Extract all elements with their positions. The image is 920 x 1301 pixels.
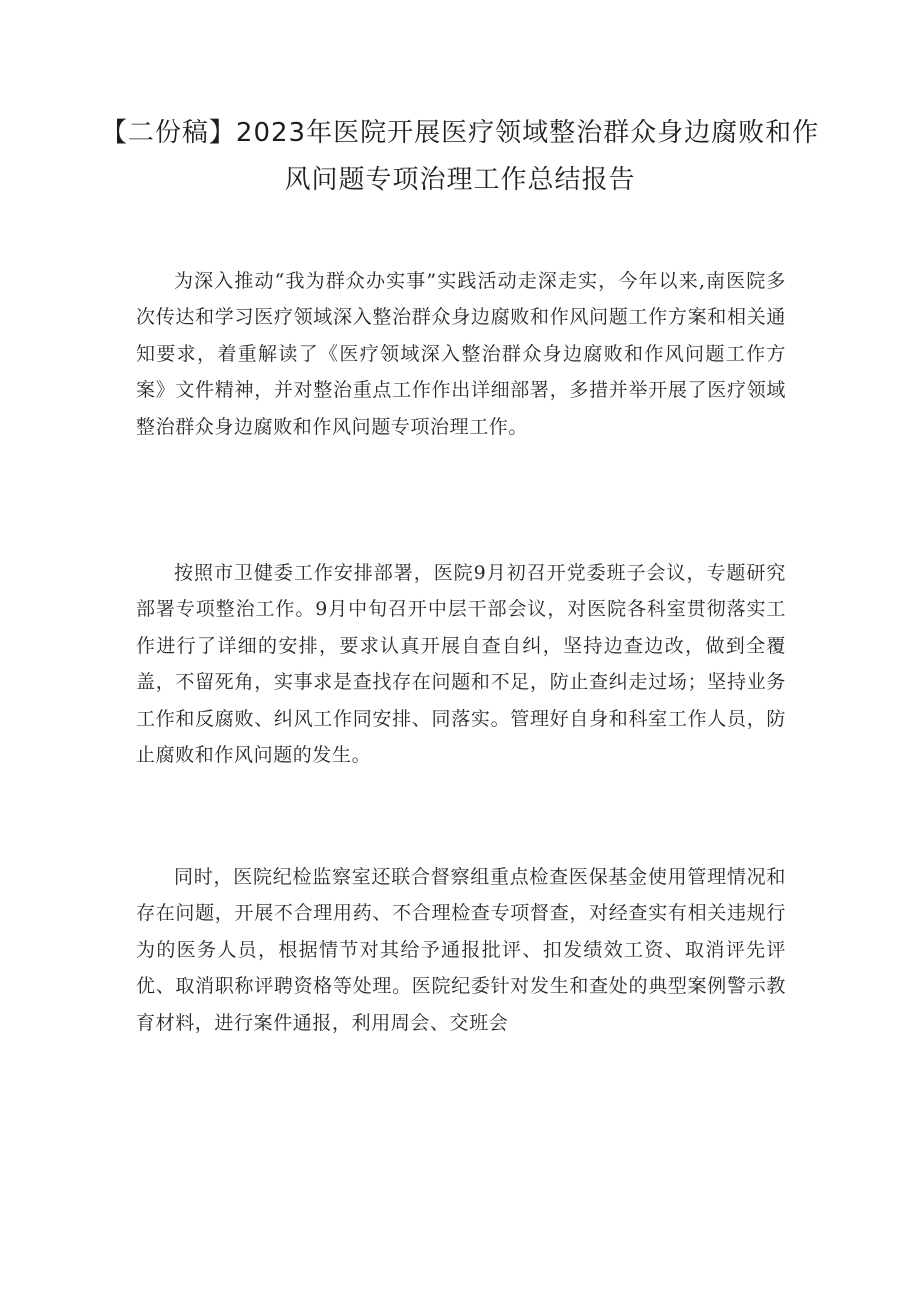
paragraph-1: 为深入推动“我为群众办实事”实践活动走深走实，今年以来,南医院多次传达和学习医疗领域深入整治群众身边腐败和作风问题工作方案和相关通知要求，着重解读了《医疗领域深入整治群众身边腐败和作风问题工作方案》文件精神，并对整治重点工作作出详细部署，多措并举开展了医疗领域整治群众身边腐败和作风问题专项治理工作。 bbox=[136, 270, 786, 438]
paragraph-2: 按照市卫健委工作安排部署，医院9月初召开党委班子会议，专题研究部署专项整治工作。9月中旬召开中层干部会议，对医院各科室贯彻落实工作进行了详细的安排，要求认真开展自查自纠，坚持边查边改，做到全覆盖，不留死角，实事求是查找存在问题和不足，防止查纠走过场；坚持业务工作和反腐败、纠风工作同安排、同落实。管理好自身和科室工作人员，防止腐败和作风问题的发生。 bbox=[136, 562, 786, 767]
document-title: 【二份稿】2023年医院开展医疗领域整治群众身边腐败和作风问题专项治理工作总结报告 bbox=[100, 118, 820, 195]
paragraph-3: 同时，医院纪检监察室还联合督察组重点检查医保基金使用管理情况和存在问题，开展不合理用药、不合理检查专项督查，对经查实有相关违规行为的医务人员，根据情节对其给予通报批评、扣发绩效工资、取消评先评优、取消职称评聘资格等处理。医院纪委针对发生和查处的典型案例警示教育材料，进行案件通报，利用周会、交班会 bbox=[136, 866, 786, 1034]
